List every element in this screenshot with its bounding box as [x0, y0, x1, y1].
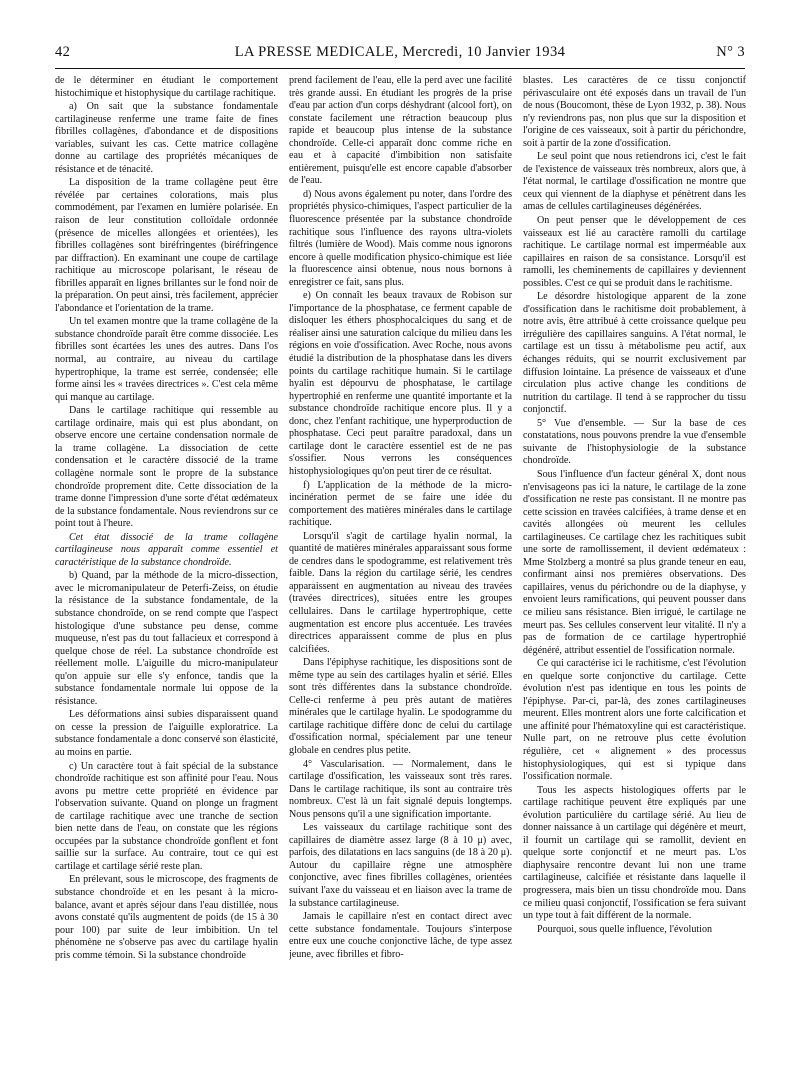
paragraph: Pourquoi, sous quelle influence, l'évolution: [537, 923, 713, 935]
header-rule: [55, 68, 745, 69]
paragraph: On peut penser que le développement de ces vaisseaux est lié au caractère ramolli du cartilage rachitique. Le cartilage normal est imperméable aux capillaires en raison de sa consistance. Lorsqu'il est ramolli, les cheminements de capillaires y deviennent possibles. C'est ce qui se produit dans le rachitisme.: [523, 215, 746, 289]
paragraph: Lorsqu'il s'agit de cartilage hyalin normal, la quantité de matières minérales apparaissant sous forme de cendres dans le spodogramme, est relativement très faible. Dans la région du cartilage sérié, les cendres apparaissent en augmentation au niveau des travées (travées directrices), situées entre les groupes cellulaires. Dans le cartilage hypertrophique, cette augmentation est encore plus accentuée. Les travées directrices apparaissent comme de plus en plus calcifiées.: [289, 530, 512, 655]
paragraph: Jamais le capillaire n'est en contact direct avec cette substance fondamentale. Toujours s'interpose entre eux une couche conjonctive lâche, de type assez jeune, avec fibrilles et fibro-: [289, 911, 512, 960]
paragraph: Les vaisseaux du cartilage rachitique sont des capillaires de diamètre assez large (8 à 10 μ) avec, parfois, des dilatations en lacs sanguins (de 18 à 20 μ). Autour du capillaire règne une atmosphère conjonctive, avec fines fibrilles collagènes, orientées suivant l'axe du vaisseau et en liaison avec la trame de la substance cartilagineuse.: [289, 822, 512, 909]
paragraph: Un tel examen montre que la trame collagène de la substance chondroïde paraît être comme dissociée. Les fibrilles sont écartées les unes des autres. Dans l'os normal, au contraire, au niveau du cartilage hypertrophique, la trame est serrée, condensée; elle forme ainsi les « travées directrices ». C'est cela même qui manque au cartilage.: [55, 316, 278, 403]
column-3: [523, 75, 746, 1065]
paragraph: Le désordre histologique apparent de la zone d'ossification dans le rachitisme doit probablement, à notre avis, être attribué à cette croissance quelque peu irrégulière des capillaires sanguins. A l'état normal, le cartilage est un tissu à métabolisme peu actif, aux échanges réduits, qui se nourrit exclusivement par diffusion lointaine. La présence de vaisseaux et d'une circulation plus active change les conditions de nutrition du cartilage. Il tend à se rapprocher du tissu conjonctif.: [523, 291, 746, 416]
paragraph: de le déterminer en étudiant le comportement histochimique et histophysique du cartilage rachitique.: [55, 75, 278, 99]
paragraph: Sous l'influence d'un facteur général X, dont nous n'envisageons pas ici la nature, le cartilage de la zone d'ossification ne reste pas consistant. Il ne montre pas cette scission en travées calcifiées, à trame dense et en cavités allongées où meurent les cellules cartilagineuses. Ce cartilage chez les rachitiques subit une sorte de ramollissement, il devient œdémateux : Mme Stolzberg a montré sa plus grande teneur en eau, confirmant ainsi nos premières observations. Des capillaires, venus du périchondre ou de la diaphyse, y envoient leurs ramifications, qui peuvent pousser dans ce milieu sans résistance. Bien irrigué, le cartilage ne meurt pas. Ses cellules conservent leur vitalité. Il n'y a pas de formation de ce cartilage hypertrophié dégénéré, attribut essentiel de l'ossification normale.: [523, 468, 746, 656]
page-number: 42: [55, 44, 71, 60]
paragraph: 5° Vue d'ensemble. — Sur la base de ces constatations, nous pouvons prendre la vue d'ensemble suivante de l'histophysiologie de la substance chondroïde.: [523, 417, 746, 467]
paragraph: d) Nous avons également pu noter, dans l'ordre des propriétés physico-chimiques, l'aspect particulier de la fluorescence présentée par la substance chondroïde rachitique sous l'influence des rayons ultra-violets filtrés (lumière de Wood). Mais comme nous ignorons encore à quelle modification physico-chimique est liée la fluorescence ainsi obtenue, nous nous bornons à enregistrer ce fait, sans plus.: [289, 188, 512, 288]
paragraph: b) Quand, par la méthode de la micro-dissection, avec le micromanipulateur de Peterfi-Zeiss, on étudie la résistance de la substance fondamentale, de la substance chondroïde, on se rend compte que l'aspect histologique d'une substance peu dense, comme muqueuse, n'est pas du tout fallacieux et correspond à quelque chose de réel. La substance chondroïde est réellement molle. L'aiguille du micro-manipulateur qu'on appuie sur elle s'y enfonce, tandis que la substance fondamentale normale lui oppose de la résistance.: [55, 570, 278, 707]
paragraph: La disposition de la trame collagène peut être révélée par certaines colorations, mais plus commodément, par l'examen en lumière polarisée. En raison de leur constitution colloïdale ordonnée (présence de micelles allongées et orientées), les fibrilles collagènes sont biréfringentes (biréfringence par diffraction). En examinant une coupe de cartilage rachitique au microscope polarisant, le réseau de fibrilles apparaît en lignes brillantes sur le fond noir de la préparation. On peut ainsi, très facilement, apprécier l'abondance et l'orientation de la trame.: [55, 177, 278, 314]
paragraph: prend facilement de l'eau, elle la perd avec une facilité très grande aussi. En étudiant les progrès de la prise d'eau par action d'un corps déshydrant (alcool fort), on constate facilement une rétraction beaucoup plus rapide et beaucoup plus intense de la substance chondroïde. Celle-ci apparaît donc comme riche en eau et à capacité d'imbibition non satisfaite entièrement, puisqu'elle est encore capable d'absorber de l'eau.: [289, 75, 512, 187]
paragraph: Cet état dissocié de la trame collagène cartilagineuse nous apparaît comme essentiel et caractéristique de la substance chondroïde.: [55, 531, 278, 568]
paragraph: c) Un caractère tout à fait spécial de la substance chondroïde rachitique est son affinité pour l'eau. Nous avons pu mettre cette propriété en évidence par l'observation suivante. Quand on plonge un fragment de cartilage rachitique avec une tranche de section bien nette dans de l'eau, on constate que les régions occupées par la substance chondroïde gonflent et font saillie sur la surface. Au contraire, tout ce qui est cartilage et cartilage sérié reste plan.: [55, 760, 278, 872]
paragraph: Dans l'épiphyse rachitique, les dispositions sont de même type au sein des cartilages hyalin et sérié. Elles sont très différentes dans la substance chondroïde. Celle-ci renferme à peu près autant de matières minérales que le cartilage hyalin. Le spodogramme du cartilage rachitique diffère donc de celui du cartilage d'ossification normal, spécialement par une teneur globale en cendres plus petite.: [289, 657, 512, 756]
paragraph: En prélevant, sous le microscope, des fragments de substance chondroïde et en les pesant à la micro-balance, avant et après séjour dans l'eau distillée, nous avons constaté qu'ils augmentent de poids (de 15 à 30 pour 100) par suite de leur imbibition. Un tel phénomène ne s'observe pas avec du cartilage hyalin pris comme témoin. Si la substance chondroïde: [55, 874, 278, 961]
paragraph: Les déformations ainsi subies disparaissent quand on cesse la pression de l'aiguille exploratrice. La substance fondamentale a donc conservé son élasticité, au moins en partie.: [55, 709, 278, 758]
page-header: [55, 44, 745, 66]
paragraph: f) L'application de la méthode de la micro-incinération permet de se faire une idée du comportement des matières minérales dans le cartilage rachitique.: [289, 479, 512, 529]
issue-number: N° 3: [716, 44, 745, 60]
paragraph: a) On sait que la substance fondamentale cartilagineuse renferme une trame faite de fines fibrilles collagènes, d'abondance et de dispositions variables, suivant les cas. Cette matrice collagène donne au cartilage des propriétés mécaniques de résistance et de ténacité.: [55, 101, 278, 175]
column-2: [289, 75, 512, 1065]
paragraph: Dans le cartilage rachitique qui ressemble au cartilage ordinaire, mais qui est plus abondant, on observe encore une certaine condensation normale de la trame collagène. La dissociation de cette condensation et le caractère dissocié de la trame collagène normale sont le propre de la substance chondroïde proprement dite. Cette dissociation de la trame donne l'impression d'une sorte d'état œdémateux de la substance fondamentale. Nous reviendrons sur ce point tout à l'heure.: [55, 405, 278, 530]
article-body: [55, 75, 747, 1065]
paragraph: 4° Vascularisation. — Normalement, dans le cartilage d'ossification, les vaisseaux sont très rares. Dans le cartilage rachitique, ils sont au contraire très nombreux. C'est là un fait signalé depuis longtemps. Nous pensons qu'il a une signification importante.: [289, 758, 512, 820]
paragraph: Tous les aspects histologiques offerts par le cartilage rachitique peuvent être expliqués par une évolution particulière du cartilage sérié. Au lieu de donner naissance à un cartilage qui dégénère et meurt, il fournit un cartilage qui se ramollit, devient en quelque sorte conjonctif et ne meurt pas. L'os diaphysaire rencontre devant lui non une trame cartilagineuse, calcifiée et résistante dans laquelle il progressera, mais bien un tissu chondroïde mou. Dans ce milieu quasi conjonctif, l'ossification se fera suivant un type tout à fait différent de la normale.: [523, 784, 746, 922]
column-1: [55, 75, 278, 1065]
paragraph: Le seul point que nous retiendrons ici, c'est le fait de l'existence de vaisseaux très nombreux, alors que, à l'état normal, le cartilage d'ossification ne montre que ceux qui viennent de la diaphyse et pénètrent dans les amas de cellules cartilagineuses dégénérées.: [523, 151, 746, 213]
paragraph: blastes. Les caractères de ce tissu conjonctif périvasculaire ont été exposés dans un travail de l'un de nous (Boucomont, thèse de Lyon 1932, p. 38). Nous n'y reviendrons pas, non plus que sur la disposition et l'origine de ces vaisseaux, soit à partir du périchondre, soit à partir de la zone d'ossification.: [523, 75, 746, 149]
paragraph: Ce qui caractérise ici le rachitisme, c'est l'évolution en quelque sorte conjonctive du cartilage. Cette évolution n'est pas identique en tous les points de l'épiphyse. Par-ci, par-là, des zones cartilagineuses meurent. Elles montrent alors une forte calcification et une affinité pour l'hématoxyline qui est caractéristique. Nulle part, on ne retrouve plus cette évolution régulière, cet « alignement » des processus histophysiologiques, qui est si typique dans l'ossification normale.: [523, 658, 746, 783]
paragraph: e) On connaît les beaux travaux de Robison sur l'importance de la phosphatase, ce ferment capable de disloquer les éthers phosphocalciques du sang et de réaliser ainsi une saturation calcique du milieu dans les régions en voie d'ossification. Avec Roche, nous avons étudié la distribution de la phosphatase dans les divers points du cartilage rachitique humain. Si le cartilage hyalin est dépourvu de phosphatase, le cartilage hypertrophié en renferme une quantité importante et la substance chondroïde rachitique encore plus. Il y a donc, chez l'enfant rachitique, une hyperproduction de phosphatase. Ceci peut paraître paradoxal, dans un cartilage dont le caractère essentiel est de ne pas s'ossifier. Nous verrons les conséquences histophysiologiques qu'on peut tirer de ce résultat.: [289, 290, 512, 477]
journal-title: LA PRESSE MEDICALE, Mercredi, 10 Janvier 1934: [234, 44, 566, 60]
